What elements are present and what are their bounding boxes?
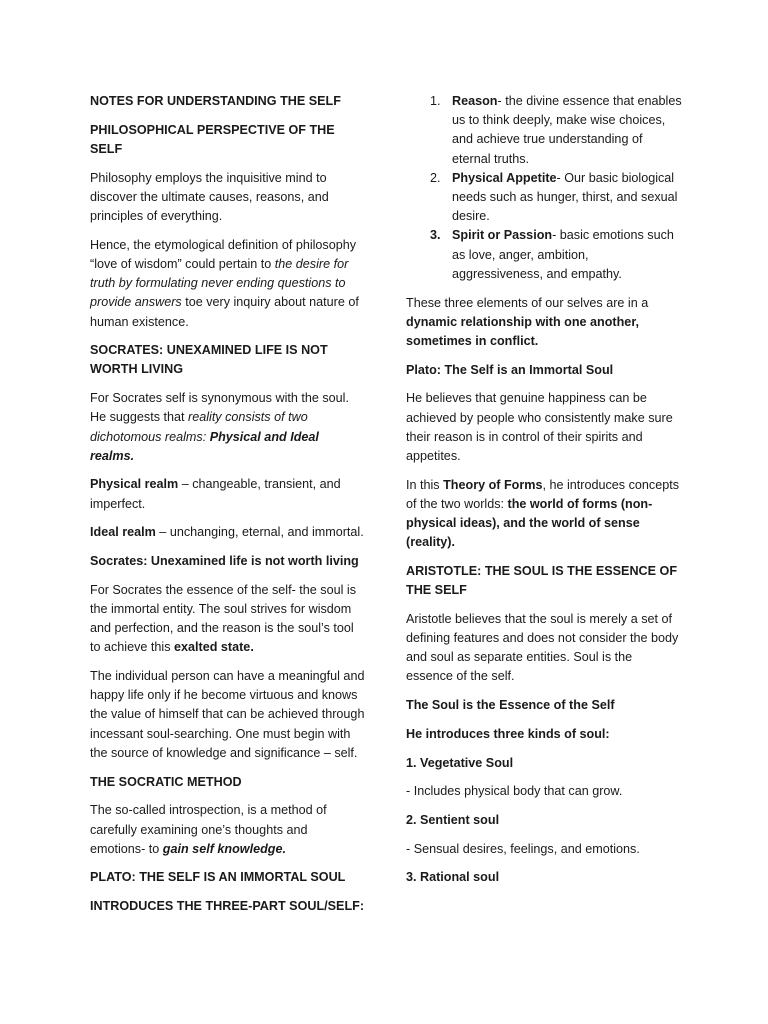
three-kinds-subheading: He introduces three kinds of soul: — [406, 726, 610, 741]
list-item: 1. Reason- the divine essence that enables us to think deeply, make wise choices, and achieve true understanding of eternal truths. — [430, 94, 682, 166]
plato-heading: PLATO: THE SELF IS AN IMMORTAL SOUL — [90, 870, 346, 885]
left-column — [90, 92, 366, 926]
socratic-method-heading: THE SOCRATIC METHOD — [90, 774, 242, 789]
essence-paragraph: For Socrates the essence of the self- the soul is the immortal entity. The soul strives for wisdom and perfection, and the reason is the soul’s tool to achieve this exalted state. — [90, 582, 356, 655]
happiness-paragraph: He believes that genuine happiness can be achieved by people who consistently make sure their reason is in control of their spirits and appetites. — [406, 391, 673, 463]
three-part-list — [406, 92, 682, 284]
socrates-subheading: Socrates: Unexamined life is not worth living — [90, 554, 359, 569]
sentient-soul-heading: 2. Sentient soul — [406, 813, 500, 827]
etymology-paragraph: Hence, the etymological definition of philosophy “love of wisdom” could pertain to the desire for truth by formulating never ending questions to provide answers toe very inquiry about nature of human existence. — [90, 237, 359, 329]
plato-subheading: Plato: The Self is an Immortal Soul — [406, 362, 614, 377]
socrates-heading: SOCRATES: UNEXAMINED LIFE IS NOT WORTH LIVING — [90, 343, 328, 377]
document-title: NOTES FOR UNDERSTANDING THE SELF — [90, 94, 341, 108]
vegetative-soul-def: - Includes physical body that can grow. — [406, 784, 623, 799]
ideal-realm-def: Ideal realm – unchanging, eternal, and immortal. — [90, 525, 364, 540]
soul-essence-subheading: The Soul is the Essence of the Self — [406, 698, 615, 713]
aristotle-paragraph: Aristotle believes that the soul is merely a set of defining features and does not consider the body and soul as separate entities. Soul is the essence of the self. — [406, 611, 679, 684]
list-item: 3. Spirit or Passion- basic emotions such as love, anger, ambition, aggressiveness, and empathy. — [430, 228, 674, 281]
vegetative-soul-heading: 1. Vegetative Soul — [406, 755, 514, 770]
method-paragraph: The so-called introspection, is a method of carefully examining one’s thoughts and emotions- to gain self knowledge. — [90, 803, 327, 856]
rational-soul-heading: 3. Rational soul — [406, 870, 500, 885]
individual-paragraph: The individual person can have a meaningful and happy life only if he become virtuous and knows the value of himself that can be achieved through incessant soul-searching. One must begin with the source of knowledge and significance – self. — [90, 669, 365, 760]
three-part-heading: INTRODUCES THE THREE-PART SOUL/SELF: — [90, 899, 365, 914]
list-item: 2. Physical Appetite- Our basic biological needs such as hunger, thirst, and sexual desire. — [430, 170, 678, 224]
aristotle-heading: ARISTOTLE: THE SOUL IS THE ESSENCE OF THE SELF — [406, 563, 678, 598]
sentient-soul-def: - Sensual desires, feelings, and emotions. — [406, 841, 640, 856]
elements-paragraph: These three elements of our selves are in a dynamic relationship with one another, sometimes in conflict. — [406, 295, 649, 348]
socrates-paragraph: For Socrates self is synonymous with the soul. He suggests that reality consists of two dichotomous realms: Physical and Ideal realms. — [90, 391, 349, 463]
physical-realm-def: Physical realm – changeable, transient, and imperfect. — [90, 477, 341, 511]
right-column — [406, 92, 682, 897]
philosophical-heading: PHILOSOPHICAL PERSPECTIVE OF THE SELF — [90, 122, 335, 156]
forms-paragraph: In this Theory of Forms, he introduces concepts of the two worlds: the world of forms (non-physical ideas), and the world of sense (reality). — [406, 477, 679, 550]
philosophy-paragraph: Philosophy employs the inquisitive mind to discover the ultimate causes, reasons, and principles of everything. — [90, 170, 329, 224]
